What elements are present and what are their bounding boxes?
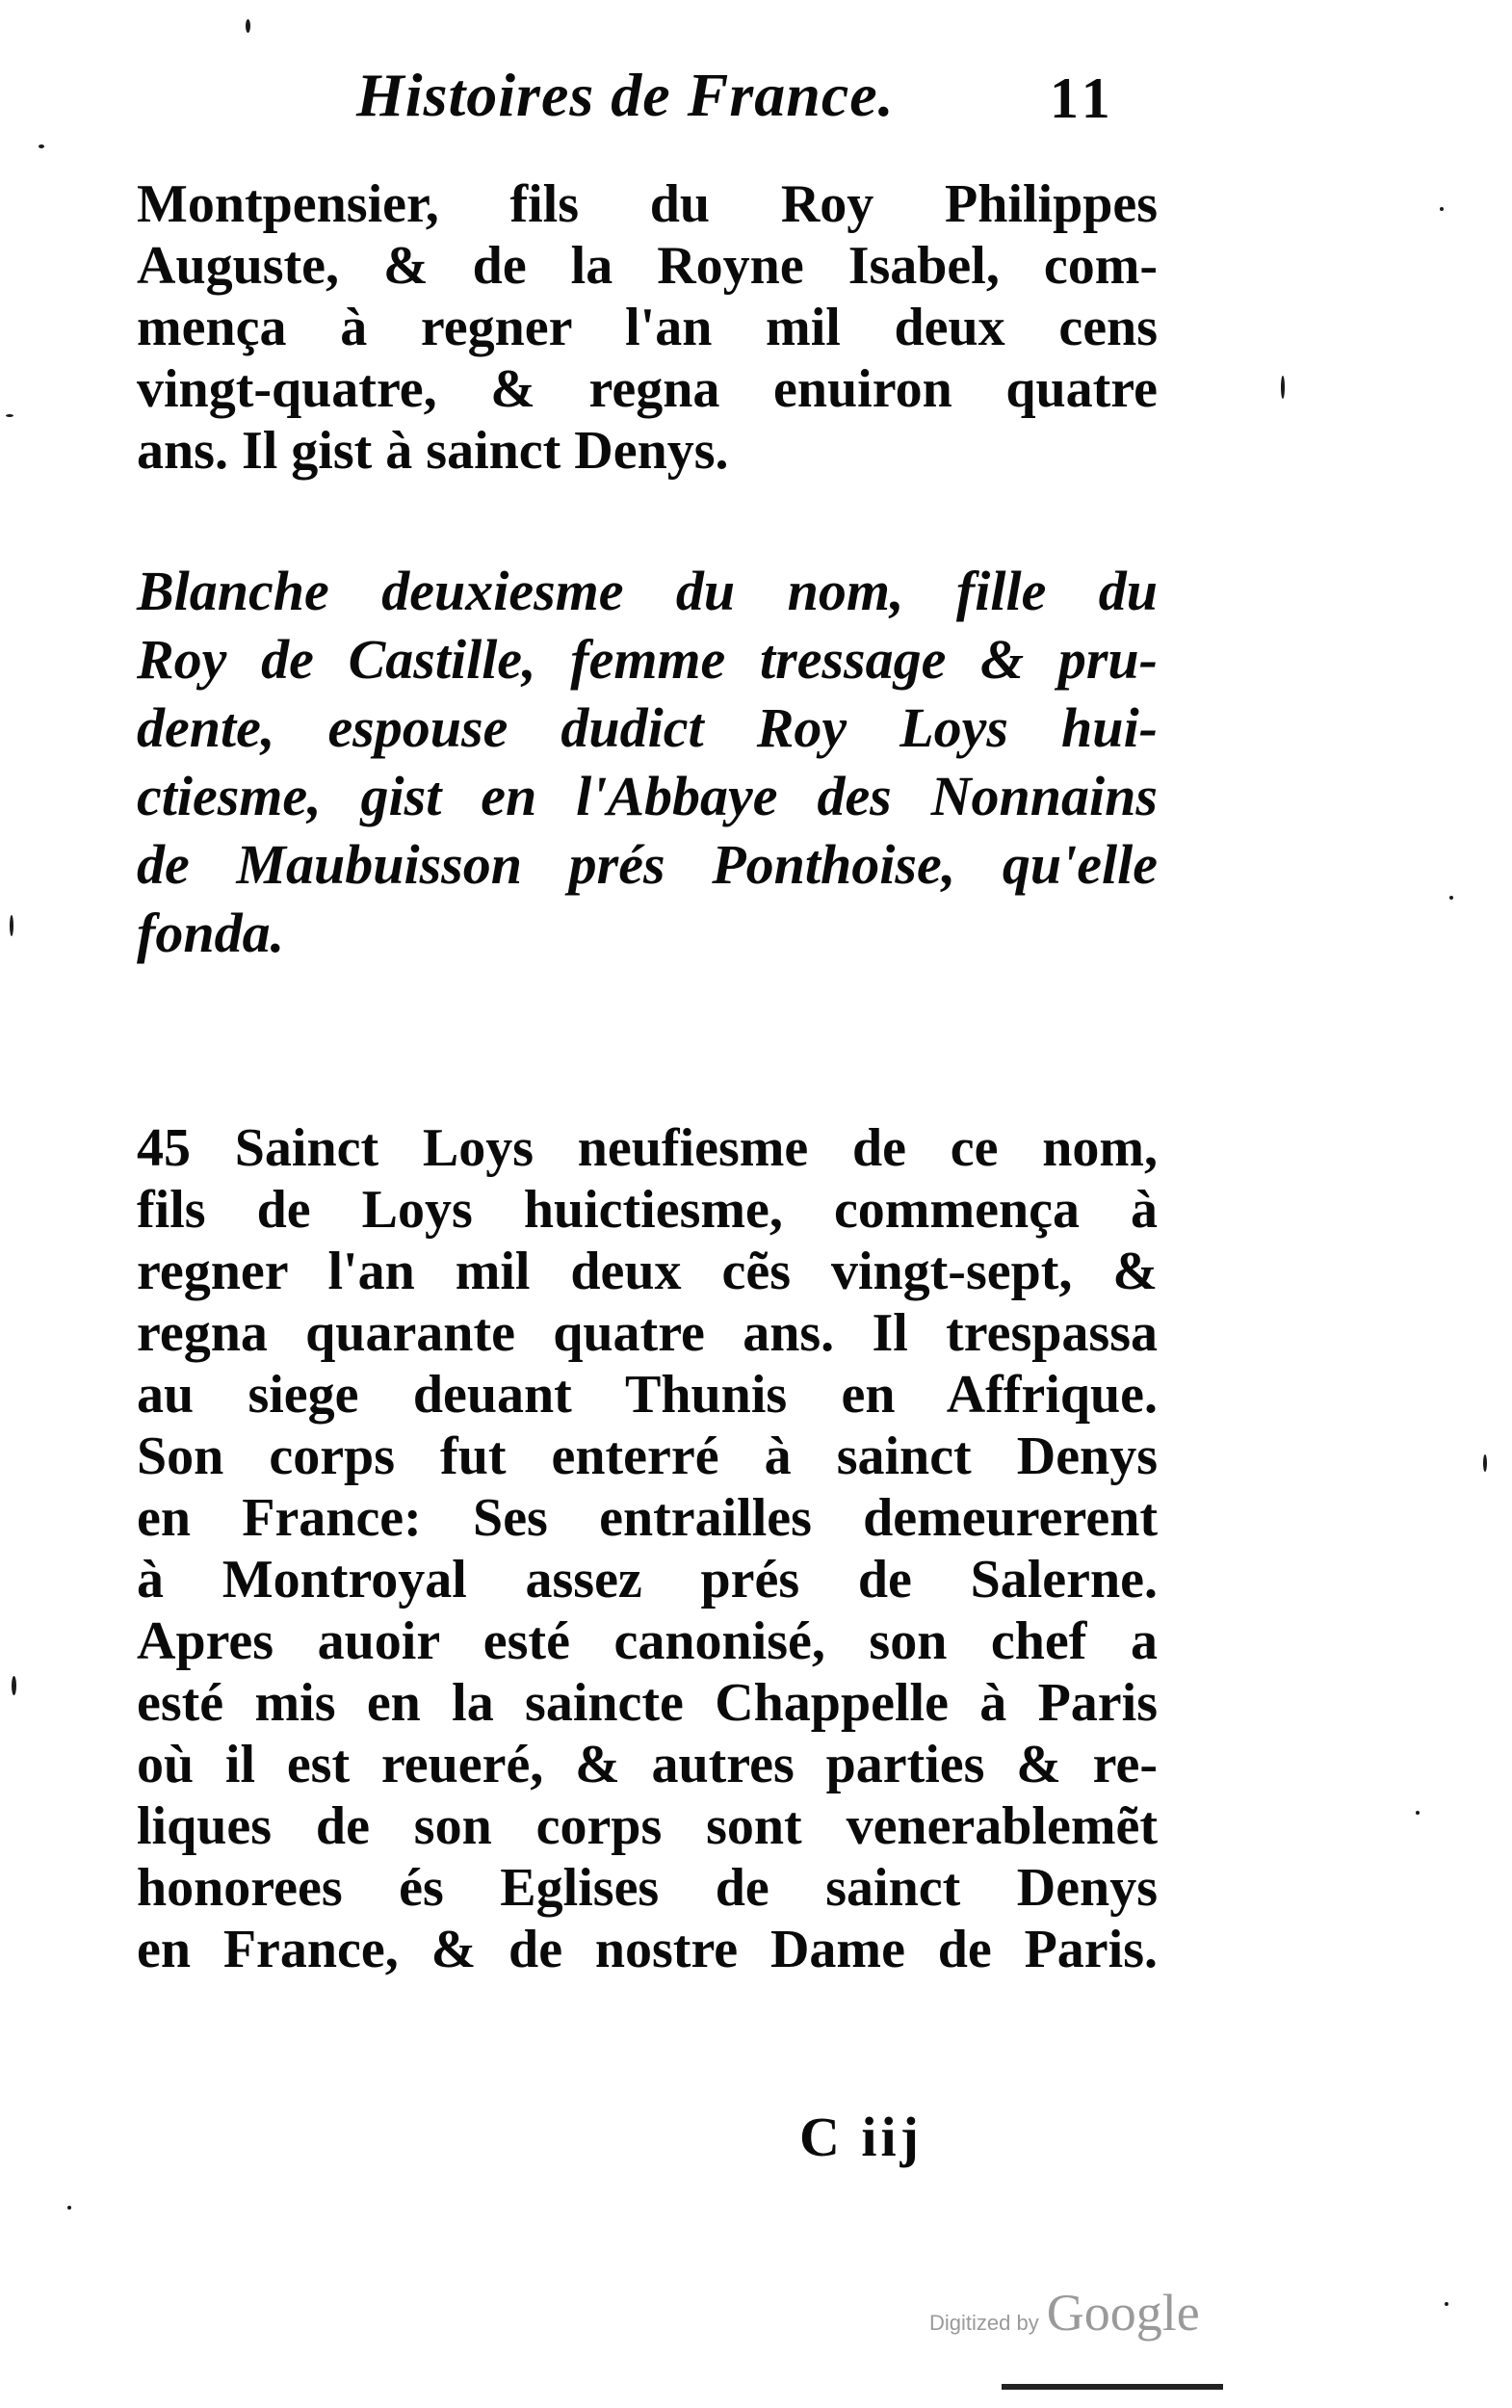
text-line: liques de son corps sont venerablemẽt	[137, 1796, 1158, 1856]
scan-edge-mark	[1002, 2384, 1223, 2390]
text-line: ctiesme, gist en l'Abbaye des Nonnains	[137, 765, 1158, 827]
text-line: vingt-quatre, & regna enuiron quatre	[137, 359, 1158, 419]
scan-speck	[12, 1676, 16, 1695]
scan-speck	[1445, 2302, 1448, 2306]
text-line: où il est reueré, & autres parties & re-	[137, 1735, 1158, 1794]
scan-speck	[6, 414, 13, 417]
running-title: Histoires de France.	[356, 61, 895, 129]
paragraph-saint-louis	[137, 1117, 1158, 1980]
text-line: au siege deuant Thunis en Affrique.	[137, 1365, 1158, 1425]
text-line: regner l'an mil deux cẽs vingt-sept, &	[137, 1242, 1158, 1301]
text-line: en France, & de nostre Dame de Paris.	[137, 1920, 1158, 1979]
text-line: Blanche deuxiesme du nom, fille du	[137, 560, 1158, 622]
text-line: honorees és Eglises de sainct Denys	[137, 1858, 1158, 1918]
text-line: ans. Il gist à sainct Denys.	[137, 421, 729, 481]
scan-speck	[1483, 1454, 1487, 1472]
scan-speck	[39, 144, 44, 148]
text-line: Montpensier, fils du Roy Philippes	[137, 174, 1158, 234]
scan-speck	[1416, 1811, 1420, 1815]
text-line: en France: Ses entrailles demeurerent	[137, 1488, 1158, 1548]
text-line: à Montroyal assez prés de Salerne.	[137, 1550, 1158, 1610]
scan-speck	[67, 2206, 71, 2210]
paragraph-blanche	[137, 557, 1158, 967]
scan-speck	[1281, 376, 1285, 399]
text-line: Auguste, & de la Royne Isabel, com-	[137, 236, 1158, 296]
page-number: 11	[1050, 66, 1116, 130]
text-line: fils de Loys huictiesme, commença à	[137, 1180, 1158, 1240]
text-line: mença à regner l'an mil deux cens	[137, 298, 1158, 357]
text-line: Apres auoir esté canonisé, son chef a	[137, 1611, 1158, 1671]
text-line: esté mis en la saincte Chappelle à Paris	[137, 1673, 1158, 1733]
signature-mark: C iij	[799, 2106, 923, 2168]
scan-speck	[1449, 896, 1453, 900]
text-line: Roy de Castille, femme tressage & pru-	[137, 628, 1158, 691]
scan-speck	[1440, 207, 1444, 211]
text-line: dente, espouse dudict Roy Loys hui-	[137, 696, 1158, 759]
paragraph-montpensier	[137, 173, 1158, 482]
google-logo: Google	[1046, 2284, 1200, 2342]
watermark-prefix: Digitized by	[929, 2311, 1039, 2335]
text-line: Son corps fut enterré à sainct Denys	[137, 1426, 1158, 1486]
text-line: 45 Sainct Loys neufiesme de ce nom,	[137, 1118, 1158, 1178]
digitized-watermark	[929, 2283, 1200, 2343]
text-line: regna quarante quatre ans. Il trespassa	[137, 1303, 1158, 1363]
scan-speck	[246, 19, 250, 33]
scan-speck	[10, 915, 13, 936]
text-line: de Maubuisson prés Ponthoise, qu'elle	[137, 833, 1158, 896]
text-line: fonda.	[137, 902, 285, 964]
